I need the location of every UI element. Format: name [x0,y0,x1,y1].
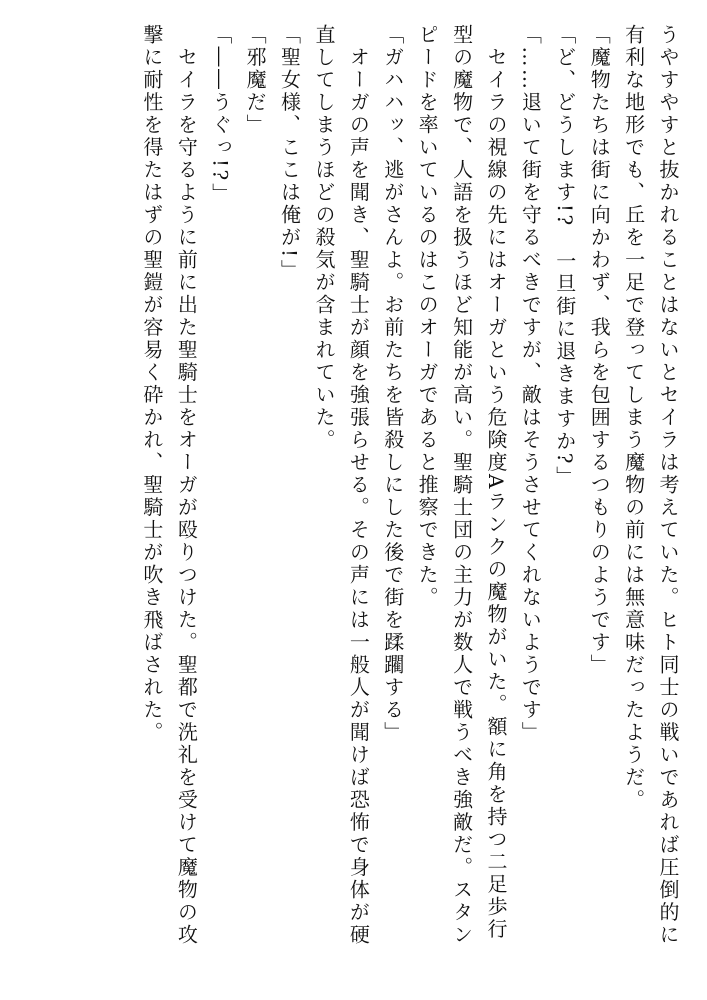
text-line-1: うやすやすと抜かれることはないとセイラは考えていた。ヒト同士の戦いであれば圧倒的に [656,24,680,947]
text-line-6: セイラの視線の先にはオーガという危険度Aランクの魔物がいた。額に角を持つ二足歩行 [483,24,508,941]
text-line-7: 型の魔物で、人語を扱うほど知能が高い。聖騎士団の主力が数人で戦うべき強敵だ。スタン [449,24,474,947]
text-line-2: 有利な地形でも、丘を一足で登ってしまう魔物の前には無意味だったようだ。 [621,24,646,812]
text-line-10: オーガの声を聞き、聖騎士が顔を強張らせる。その声には一般人が聞けば恐怖で身体が硬 [346,24,371,947]
text-line-14: 「――うぐっ!?」 [208,24,233,206]
text-line-12: 「聖女様、ここは俺が!」 [277,24,302,283]
text-line-4: 「ど、どうします!? 一旦街に退きますか?」 [552,24,577,489]
text-line-11: 直してしまうほどの殺気が含まれていた。 [311,24,336,452]
text-line-8: ピードを率いているのはこのオーガであると推察できた。 [415,24,440,609]
text-line-9: 「ガハハッ、逃がさんよ。お前たちを皆殺しにした後で街を蹂躙する」 [380,24,405,744]
text-line-13: 「邪魔だ」 [243,24,268,137]
text-line-15: セイラを守るように前に出た聖騎士をオーガが殴りつけた。聖都で洗礼を受けて魔物の攻 [174,24,199,947]
text-line-3: 「魔物たちは街に向かわず、我らを包囲するつもりのようです」 [587,24,612,677]
text-line-5: 「……退いて街を守るべきですが、敵はそうさせてくれないようです」 [518,24,543,744]
vertical-text-body [135,24,686,984]
text-line-16: 撃に耐性を得たはずの聖鎧が容易く砕かれ、聖騎士が吹き飛ばされた。 [139,24,164,744]
